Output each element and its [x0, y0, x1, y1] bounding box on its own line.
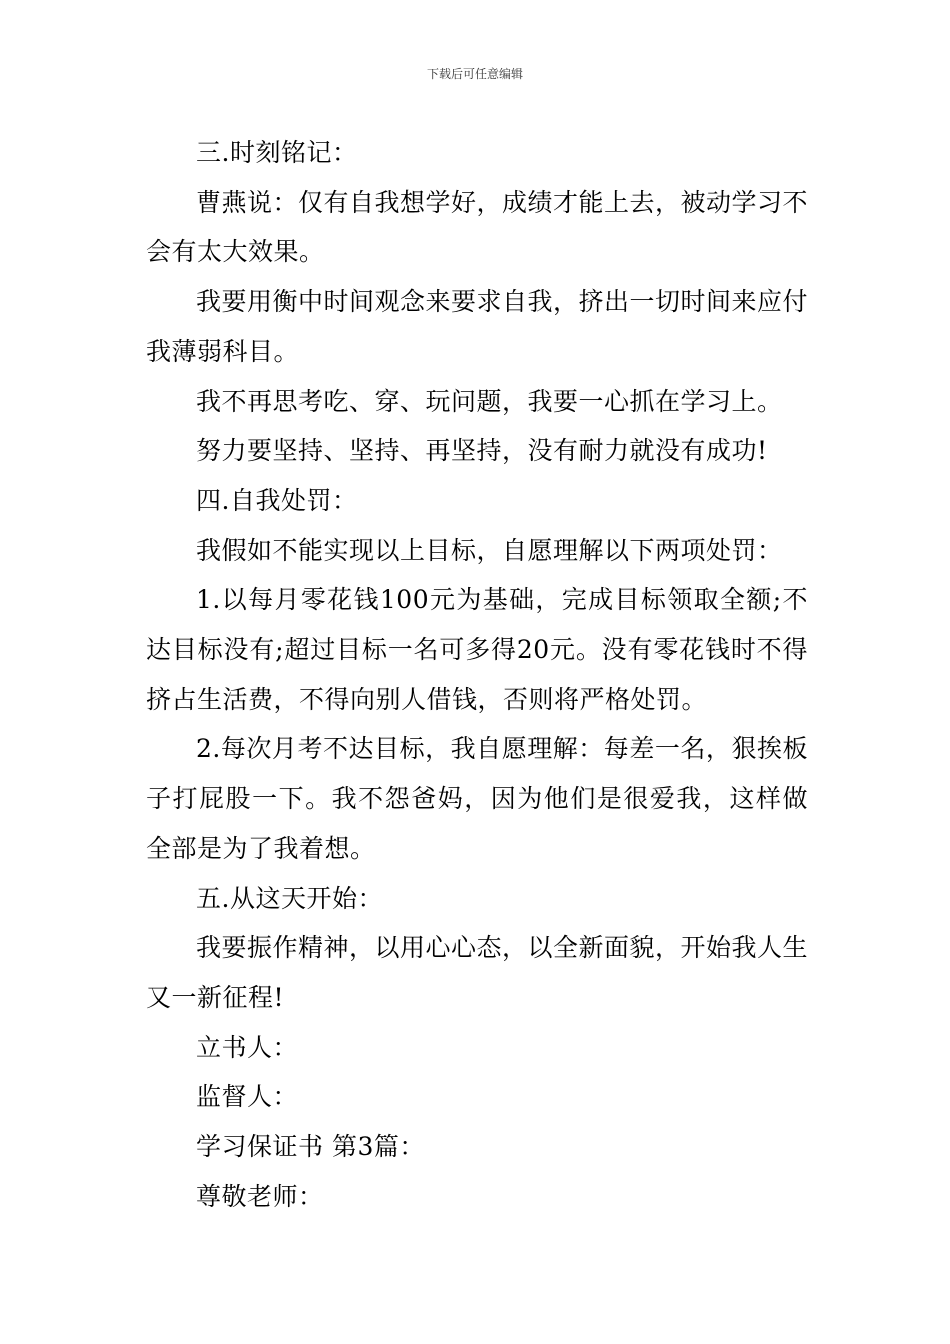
paragraph-time-concept: 我要用衡中时间观念来要求自我，挤出一切时间来应付我薄弱科目。 — [146, 287, 809, 366]
paragraph-quote: 曹燕说：仅有自我想学好，成绩才能上去，被动学习不会有太大效果。 — [146, 187, 809, 267]
paragraph-punishment-item-2: 2.每次月考不达目标，我自愿理解：每差一名，狠挨板子打屁股一下。我不怨爸妈，因为他们是很爱我，这样做全部是为了我着想。 — [146, 734, 808, 863]
signature-supervisor: 监督人： — [196, 1082, 299, 1112]
paragraph-new-journey: 我要振作精神，以用心心态，以全新面貌，开始我人生又一新征程! — [146, 933, 809, 1012]
page-header-note: 下载后可任意编辑 — [426, 67, 523, 81]
paragraph-persistence: 努力要坚持、坚持、再坚持，没有耐力就没有成功! — [196, 436, 768, 466]
signature-writer: 立书人： — [196, 1032, 299, 1062]
document-body — [146, 128, 808, 1221]
section-heading-start-today: 五.从这天开始： — [196, 883, 383, 913]
paragraph-focus-study: 我不再思考吃、穿、玩问题，我要一心抓在学习上。 — [196, 386, 783, 416]
section-heading-punishment: 四.自我处罚： — [196, 485, 358, 515]
paragraph-punishment-item-1: 1.以每月零花钱100元为基础，完成目标领取全额;不达目标没有;超过目标一名可多得20元。没有零花钱时不得挤占生活费，不得向别人借钱，否则将严格处罚。 — [146, 585, 808, 714]
section-heading-remember: 三.时刻铭记： — [196, 138, 358, 167]
section-title-pledge-3: 学习保证书 第3篇： — [196, 1132, 425, 1162]
salutation-teacher: 尊敬老师： — [196, 1181, 324, 1211]
paragraph-punishment-intro: 我假如不能实现以上目标，自愿理解以下两项处罚： — [196, 535, 783, 565]
